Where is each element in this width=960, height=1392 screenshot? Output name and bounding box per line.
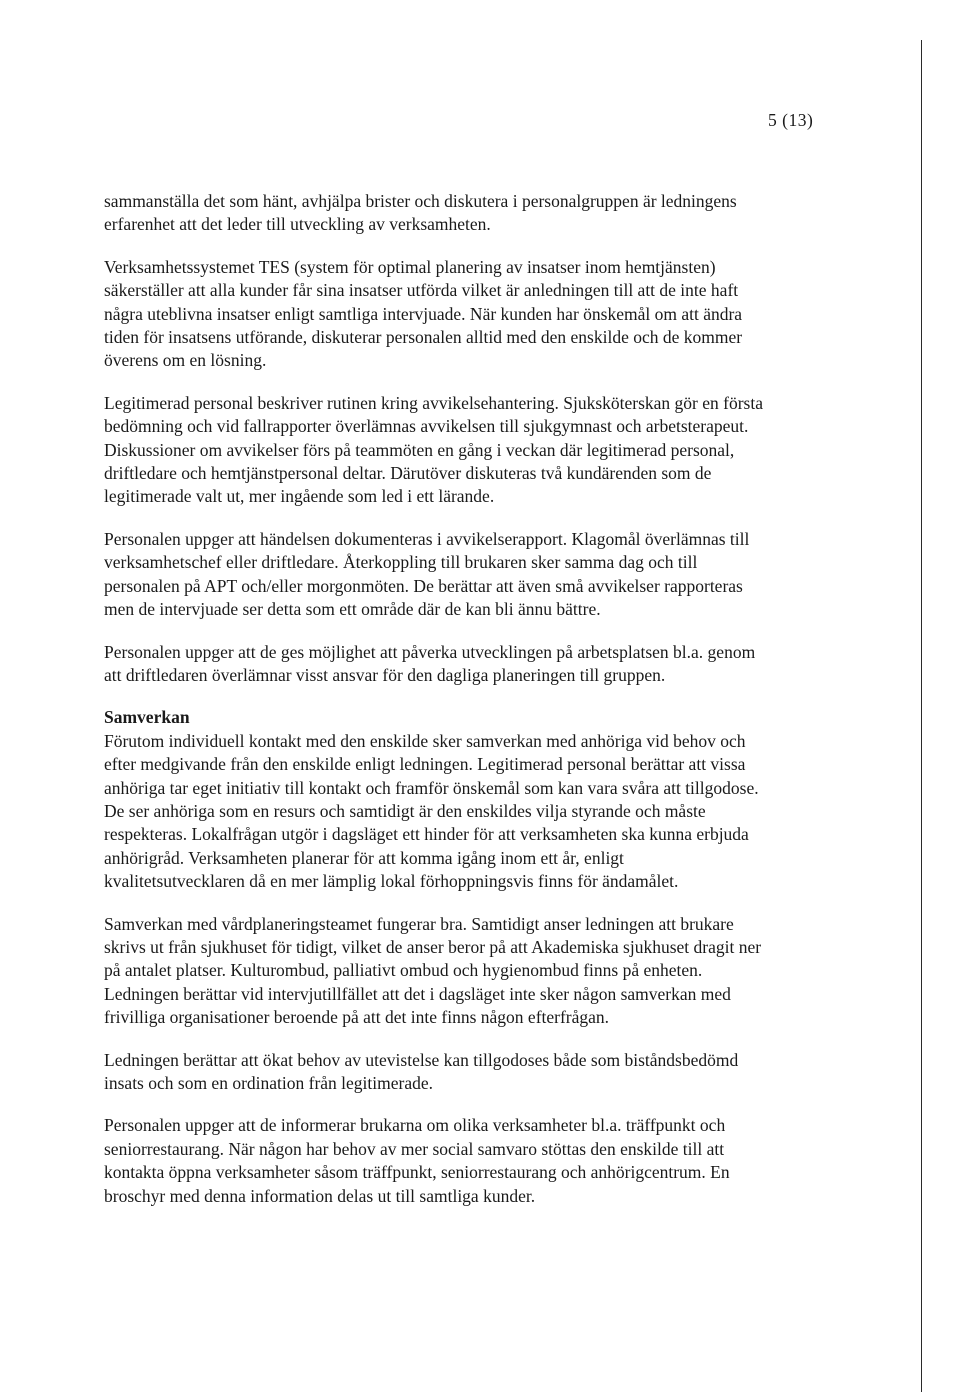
text-line: Personalen uppger att de informerar brukarna om olika verksamheter bl.a. träffpunkt och: [104, 1115, 726, 1136]
paragraph-gap: [104, 237, 824, 256]
text-line: några uteblivna insatser enligt samtliga intervjuade. När kunden har önskemål om att ändra: [104, 303, 743, 324]
text-line: Ledningen berättar att ökat behov av utevistelse kan tillgodoses både som biståndsbedömd: [104, 1049, 739, 1070]
section-heading: Samverkan: [104, 707, 190, 728]
text-line: anhöriga tar eget initiativ till kontakt och framför önskemål som kan vara svåra att tillgodose.: [104, 777, 759, 798]
text-line: skrivs ut från sjukhuset för tidigt, vilket de anser beror på att Akademiska sjukhuset dragit ner: [104, 936, 762, 957]
paragraph: [104, 706, 824, 893]
paragraph: [104, 528, 824, 622]
paragraph-gap: [104, 509, 824, 528]
document-body: [104, 190, 824, 1208]
text-line: anhörigråd. Verksamheten planerar för att komma igång inom ett år, enligt: [104, 847, 624, 868]
text-line: personalen på APT och/eller morgonmöten. De berättar att även små avvikelser rapporteras: [104, 575, 743, 596]
paragraph: [104, 913, 824, 1030]
text-line: respekteras. Lokalfrågan utgör i dagsläget ett hinder för att verksamheten ska kunna erbjuda: [104, 824, 749, 845]
text-line: men de intervjuade ser detta som ett område där de kan bli ännu bättre.: [104, 599, 601, 620]
paragraph: [104, 256, 824, 373]
paragraph: [104, 1114, 824, 1208]
text-line: driftledare och hemtjänstpersonal deltar. Därutöver diskuteras två kundärenden som de: [104, 463, 712, 484]
text-line: frivilliga organisationer beroende på att det inte finns någon efterfrågan.: [104, 1007, 610, 1028]
text-line: efter medgivande från den enskilde enligt ledningen. Legitimerad personal berättar att vissa: [104, 754, 746, 775]
text-line: säkerställer att alla kunder får sina insatser utförda vilket är anledningen till att de inte haft: [104, 280, 739, 301]
paragraph-gap: [104, 373, 824, 392]
paragraph-gap: [104, 894, 824, 913]
text-line: Samverkan med vårdplaneringsteamet fungerar bra. Samtidigt anser ledningen att brukare: [104, 913, 734, 934]
text-line: Förutom individuell kontakt med den enskilde sker samverkan med anhöriga vid behov och: [104, 730, 746, 751]
paragraph-gap: [104, 687, 824, 706]
text-line: Personalen uppger att de ges möjlighet att påverka utvecklingen på arbetsplatsen bl.a. genom: [104, 641, 756, 662]
text-line: att driftledaren överlämnar visst ansvar för den dagliga planeringen till gruppen.: [104, 664, 666, 685]
text-line: bedömning och vid fallrapporter överlämnas avvikelsen till sjukgymnast och arbetsterapeut.: [104, 416, 749, 437]
text-line: verksamhetschef eller driftledare. Återkoppling till brukaren sker samma dag och till: [104, 552, 698, 573]
text-line: De ser anhöriga som en resurs och samtidigt är den enskildes vilja styrande och måste: [104, 800, 706, 821]
text-line: broschyr med denna information delas ut till samtliga kunder.: [104, 1185, 536, 1206]
text-line: Legitimerad personal beskriver rutinen kring avvikelsehantering. Sjuksköterskan gör en första: [104, 392, 763, 413]
scan-border-line: [921, 40, 922, 1392]
text-line: sammanställa det som hänt, avhjälpa brister och diskutera i personalgruppen är ledningens: [104, 191, 737, 211]
paragraph: [104, 190, 824, 237]
paragraph-gap: [104, 1095, 824, 1114]
text-line: insats och som en ordination från legitimerade.: [104, 1073, 434, 1093]
text-line: Diskussioner om avvikelser förs på teammöten en gång i veckan där legitimerad personal,: [104, 439, 735, 460]
page-number: 5 (13): [768, 110, 814, 130]
text-line: Personalen uppger att händelsen dokumenteras i avvikelserapport. Klagomål överlämnas till: [104, 528, 750, 549]
text-line: tiden för insatsens utförande, diskuterar personalen alltid med den enskilde och de kommer: [104, 327, 743, 348]
paragraph-gap: [104, 622, 824, 641]
text-line: seniorrestaurang. När någon har behov av mer social samvaro stöttas den enskilde till att: [104, 1138, 725, 1159]
text-line: överens om en lösning.: [104, 350, 267, 371]
paragraph: [104, 1049, 824, 1096]
text-line: Verksamhetssystemet TES (system för optimal planering av insatser inom hemtjänsten): [104, 256, 716, 277]
text-line: legitimerade valt ut, mer ingående som led i ett lärande.: [104, 486, 495, 507]
text-line: erfarenhet att det leder till utveckling av verksamheten.: [104, 214, 491, 235]
paragraph-gap: [104, 1030, 824, 1049]
text-line: på antalet platser. Kulturombud, palliativt ombud och hygienombud finns på enheten.: [104, 960, 703, 981]
text-line: kontakta öppna verksamheter såsom träffpunkt, seniorrestaurang och anhörigcentrum. En: [104, 1162, 730, 1183]
paragraph: [104, 392, 824, 509]
paragraph: [104, 641, 824, 688]
text-line: kvalitetsutvecklaren då en mer lämplig lokal förhoppningsvis finns för ändamålet.: [104, 871, 679, 892]
text-line: Ledningen berättar vid intervjutillfället att det i dagsläget inte sker någon samverkan med: [104, 983, 731, 1004]
